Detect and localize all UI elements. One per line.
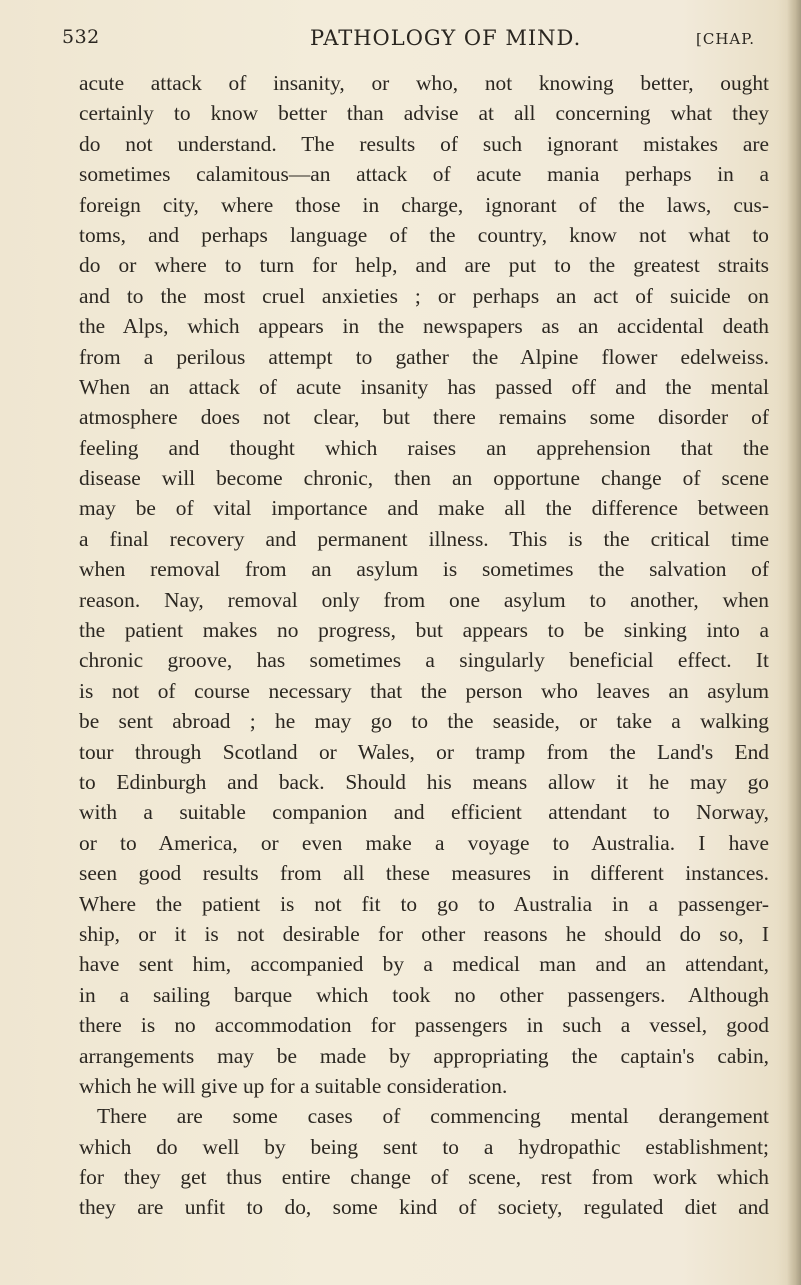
text-line: foreign city, where those in charge, ignorant of the laws, cus- xyxy=(79,192,769,217)
text-line: which do well by being sent to a hydropathic establishment; xyxy=(79,1134,769,1159)
text-line: arrangements may be made by appropriating the captain's cabin, xyxy=(79,1043,769,1068)
text-line: When an attack of acute insanity has passed off and the mental xyxy=(79,374,769,399)
text-line: Where the patient is not fit to go to Australia in a passenger- xyxy=(79,891,769,916)
text-line: from a perilous attempt to gather the Alpine flower edelweiss. xyxy=(79,344,769,369)
page-edge-shadow xyxy=(787,0,801,1285)
text-line: tour through Scotland or Wales, or tramp from the Land's End xyxy=(79,739,769,764)
chapter-abbreviation: [CHAP. xyxy=(696,30,756,48)
text-line: may be of vital importance and make all the difference between xyxy=(79,496,769,521)
text-line: feeling and thought which raises an apprehension that the xyxy=(79,435,769,460)
page-header xyxy=(62,22,782,54)
text-line: reason. Nay, removal only from one asylum to another, when xyxy=(79,587,769,612)
text-line: be sent abroad ; he may go to the seaside, or take a walking xyxy=(79,709,769,734)
text-line: chronic groove, has sometimes a singularly beneficial effect. It xyxy=(79,648,769,673)
text-line: sometimes calamitous—an attack of acute mania perhaps in a xyxy=(79,162,769,187)
text-line: certainly to know better than advise at all concerning what they xyxy=(79,101,769,126)
text-line: atmosphere does not clear, but there remains some disorder of xyxy=(79,405,769,430)
text-line: in a sailing barque which took no other passengers. Although xyxy=(79,982,769,1007)
running-title: PATHOLOGY OF MIND. xyxy=(310,26,582,50)
body-text xyxy=(79,68,769,1223)
text-line: have sent him, accompanied by a medical man and an attendant, xyxy=(79,952,769,977)
text-line: or to America, or even make a voyage to Australia. I have xyxy=(79,830,769,855)
text-line: and to the most cruel anxieties ; or perhaps an act of suicide on xyxy=(79,283,769,308)
text-line: There are some cases of commencing mental derangement xyxy=(97,1104,769,1129)
text-line: with a suitable companion and efficient attendant to Norway, xyxy=(79,800,769,825)
page-number: 532 xyxy=(62,26,100,48)
text-line: acute attack of insanity, or who, not knowing better, ought xyxy=(79,71,769,95)
text-line: there is no accommodation for passengers in such a vessel, good xyxy=(79,1013,769,1038)
text-line: disease will become chronic, then an opportune change of scene xyxy=(79,466,769,491)
text-line: a final recovery and permanent illness. This is the critical time xyxy=(79,526,769,551)
text-line: which he will give up for a suitable consideration. xyxy=(79,1073,508,1098)
text-line: the patient makes no progress, but appears to be sinking into a xyxy=(79,618,769,643)
text-line: seen good results from all these measures in different instances. xyxy=(79,861,769,886)
text-line: do or where to turn for help, and are put to the greatest straits xyxy=(79,253,769,278)
text-line: to Edinburgh and back. Should his means allow it he may go xyxy=(79,769,769,794)
text-line: toms, and perhaps language of the country, know not what to xyxy=(79,222,769,247)
text-line: do not understand. The results of such ignorant mistakes are xyxy=(79,131,769,156)
text-line: they are unfit to do, some kind of society, regulated diet and xyxy=(79,1195,769,1220)
text-line: when removal from an asylum is sometimes the salvation of xyxy=(79,557,769,582)
text-line: the Alps, which appears in the newspapers as an accidental death xyxy=(79,314,769,339)
text-line: for they get thus entire change of scene, rest from work which xyxy=(79,1165,769,1190)
text-line: ship, or it is not desirable for other reasons he should do so, I xyxy=(79,921,769,946)
text-line: is not of course necessary that the person who leaves an asylum xyxy=(79,678,769,703)
